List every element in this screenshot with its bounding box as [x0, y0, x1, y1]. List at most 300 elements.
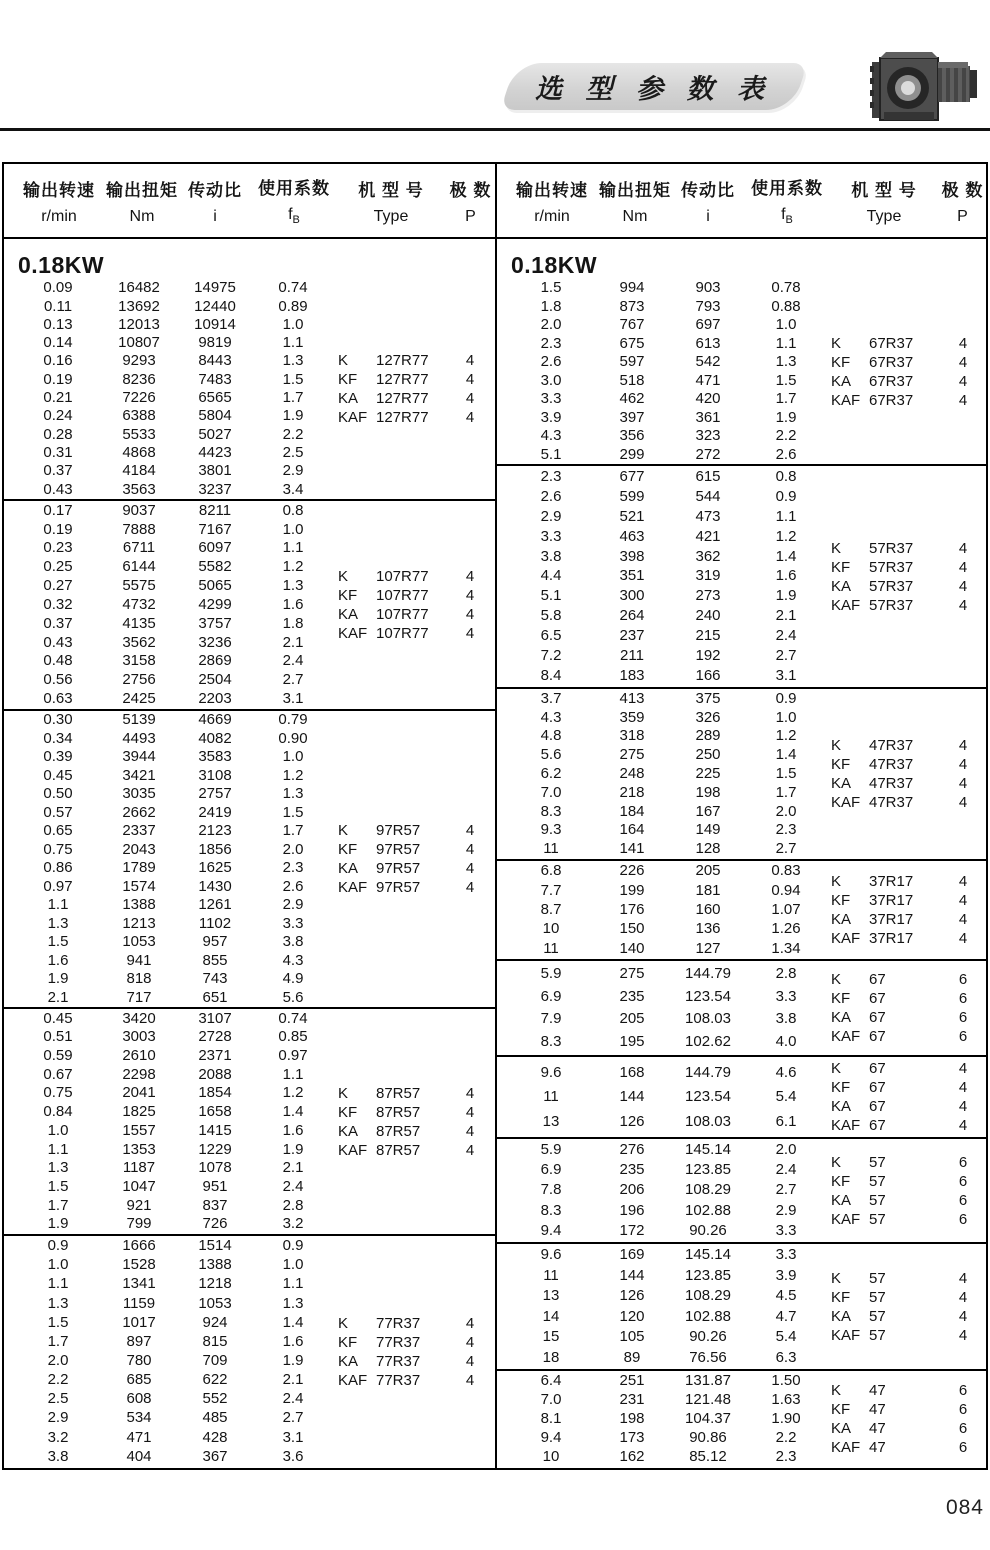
torque-cell: 2756: [122, 671, 156, 689]
poles-cell: 4: [958, 539, 968, 557]
type-prefix: K: [831, 1153, 842, 1171]
table-row: [497, 627, 986, 645]
type-row: [831, 989, 982, 1008]
type-row: [831, 1210, 982, 1229]
ratio-cell: 9819: [198, 334, 232, 352]
table-row: [497, 409, 986, 427]
service-factor-cell: 1.0: [282, 315, 304, 333]
type-prefix: KA: [831, 372, 852, 390]
torque-cell: 226: [619, 862, 645, 880]
type-prefix: KAF: [831, 794, 861, 811]
table-row: [4, 502, 495, 520]
service-factor-cell: 0.85: [278, 1028, 308, 1046]
table-row: [4, 785, 495, 803]
poles-cell: 4: [958, 558, 968, 576]
service-factor-cell: 1.0: [282, 748, 304, 766]
service-factor-cell: 3.1: [775, 666, 797, 684]
speed-cell: 3.0: [540, 371, 562, 389]
service-factor-cell: 2.2: [282, 425, 304, 443]
speed-cell: 10: [542, 1448, 560, 1465]
ratio-cell: 76.56: [689, 1348, 727, 1366]
ratio-cell: 102.88: [685, 1201, 731, 1219]
speed-cell: 0.84: [43, 1103, 73, 1121]
service-factor-cell: 0.94: [771, 881, 801, 899]
type-prefix: KA: [831, 775, 852, 792]
torque-cell: 4135: [122, 614, 156, 632]
type-prefix: KF: [338, 1333, 358, 1351]
service-factor-cell: 2.0: [775, 1141, 797, 1159]
speed-cell: 6.8: [540, 862, 562, 880]
ratio-cell: 421: [695, 527, 721, 545]
ratio-block: [497, 959, 986, 1055]
ratio-cell: 1658: [198, 1103, 232, 1121]
service-factor-cell: 1.7: [775, 783, 797, 801]
speed-cell: 0.16: [43, 352, 73, 370]
torque-cell: 4493: [122, 729, 156, 747]
service-factor-cell: 3.3: [775, 987, 797, 1005]
ratio-cell: 90.26: [689, 1221, 727, 1239]
type-prefix: KA: [338, 390, 359, 407]
torque-cell: 3563: [122, 480, 156, 498]
table-row: [4, 952, 495, 970]
type-model: 67: [869, 971, 886, 988]
service-factor-cell: 0.89: [278, 297, 308, 315]
ratio-block: [497, 859, 986, 959]
table-row: [4, 1047, 495, 1065]
ratio-cell: 709: [202, 1351, 228, 1369]
type-row: [831, 1419, 982, 1438]
type-model: 87R57: [376, 1141, 421, 1159]
torque-cell: 677: [619, 467, 645, 485]
service-factor-cell: 1.2: [775, 527, 797, 545]
ratio-cell: 793: [695, 297, 721, 315]
service-factor-cell: 0.74: [278, 1009, 308, 1027]
table-row: [497, 709, 986, 727]
torque-cell: 140: [619, 939, 645, 957]
type-model: 67R37: [869, 353, 914, 371]
speed-cell: 8.7: [540, 900, 562, 918]
poles-cell: 4: [958, 391, 968, 409]
service-factor-cell: 1.7: [282, 389, 304, 407]
speed-cell: 7.7: [540, 881, 562, 899]
torque-cell: 218: [619, 783, 645, 801]
speed-cell: 3.3: [540, 527, 562, 545]
service-factor-cell: 2.4: [282, 1177, 304, 1195]
torque-cell: 2043: [122, 840, 156, 858]
speed-cell: 0.32: [43, 595, 73, 613]
ratio-block: [4, 499, 495, 709]
torque-cell: 89: [623, 1348, 641, 1366]
service-factor-cell: 0.8: [282, 501, 304, 519]
type-prefix: KF: [338, 371, 358, 388]
service-factor-cell: 1.7: [282, 822, 304, 840]
col-poles: 极 数 P: [941, 180, 984, 225]
speed-cell: 0.34: [43, 729, 73, 747]
poles-cell: 4: [958, 596, 968, 614]
service-factor-cell: 4.0: [775, 1032, 797, 1050]
ratio-cell: 471: [695, 371, 721, 389]
ratio-cell: 123.85: [685, 1266, 731, 1284]
type-prefix: KA: [338, 860, 359, 877]
type-model: 127R77: [376, 390, 429, 407]
type-list: [831, 1059, 982, 1135]
type-model: 37R17: [869, 873, 914, 890]
torque-cell: 3003: [122, 1028, 156, 1046]
torque-cell: 1047: [122, 1177, 156, 1195]
service-factor-cell: 5.4: [775, 1088, 797, 1105]
torque-cell: 12013: [118, 315, 160, 333]
torque-cell: 105: [619, 1328, 645, 1346]
torque-cell: 897: [126, 1332, 152, 1350]
type-row: [338, 605, 491, 624]
type-model: 57: [869, 1153, 886, 1171]
title-banner: [500, 63, 807, 110]
speed-cell: 3.8: [540, 547, 562, 565]
speed-cell: 0.45: [43, 766, 73, 784]
ratio-cell: 924: [202, 1313, 228, 1331]
poles-cell: 4: [958, 1269, 968, 1287]
torque-cell: 7226: [122, 389, 156, 407]
service-factor-cell: 0.8: [775, 467, 797, 485]
torque-cell: 251: [619, 1372, 645, 1389]
type-prefix: KF: [338, 1103, 358, 1121]
speed-cell: 1.5: [47, 933, 69, 951]
service-factor-cell: 0.9: [775, 487, 797, 505]
ratio-cell: 3237: [198, 480, 232, 498]
ratio-cell: 3757: [198, 614, 232, 632]
speed-cell: 1.7: [47, 1332, 69, 1350]
table-row: [497, 488, 986, 506]
ratio-cell: 326: [695, 708, 721, 726]
speed-cell: 1.3: [47, 914, 69, 932]
service-factor-cell: 2.1: [282, 1159, 304, 1177]
speed-cell: 7.0: [540, 1391, 562, 1408]
ratio-cell: 473: [695, 507, 721, 525]
table-row: [4, 915, 495, 933]
speed-cell: 2.9: [47, 1409, 69, 1427]
torque-cell: 2298: [122, 1065, 156, 1083]
type-model: 97R57: [376, 879, 421, 896]
poles-cell: 4: [958, 775, 968, 792]
table-row: [4, 334, 495, 352]
torque-cell: 521: [619, 507, 645, 525]
type-row: [831, 539, 982, 558]
speed-cell: 2.2: [47, 1371, 69, 1389]
ratio-cell: 2123: [198, 822, 232, 840]
type-prefix: K: [338, 352, 349, 369]
speed-cell: 0.37: [43, 614, 73, 632]
speed-cell: 18: [542, 1348, 560, 1366]
service-factor-cell: 1.2: [775, 727, 797, 745]
torque-cell: 231: [619, 1391, 645, 1408]
speed-cell: 0.75: [43, 1084, 73, 1102]
table-row: [4, 970, 495, 988]
speed-cell: 1.7: [47, 1196, 69, 1214]
speed-cell: 9.3: [540, 821, 562, 839]
poles-cell: 4: [958, 1326, 968, 1344]
ratio-cell: 108.29: [685, 1181, 731, 1199]
poles-cell: 4: [465, 568, 475, 585]
type-list: [831, 1381, 982, 1457]
type-model: 107R77: [376, 625, 429, 642]
type-row: [831, 774, 982, 793]
ratio-cell: 289: [695, 727, 721, 745]
torque-cell: 3035: [122, 785, 156, 803]
table-row: [4, 481, 495, 499]
service-factor-cell: 1.1: [282, 539, 304, 557]
service-factor-cell: 2.7: [775, 647, 797, 665]
poles-cell: 6: [958, 1210, 968, 1228]
table-row: [497, 279, 986, 297]
service-factor-cell: 2.7: [282, 1409, 304, 1427]
ratio-cell: 3236: [198, 633, 232, 651]
table-row: [4, 1159, 495, 1177]
type-row: [831, 1059, 982, 1078]
type-row: [831, 755, 982, 774]
type-row: [338, 624, 491, 643]
type-list: [338, 1314, 491, 1390]
type-model: 47: [869, 1401, 886, 1418]
speed-cell: 1.5: [47, 1177, 69, 1195]
speed-cell: 0.23: [43, 539, 73, 557]
service-factor-cell: 1.4: [775, 547, 797, 565]
service-factor-cell: 3.3: [282, 914, 304, 932]
type-row: [338, 408, 491, 427]
ratio-cell: 375: [695, 689, 721, 707]
ratio-cell: 160: [695, 900, 721, 918]
speed-cell: 13: [542, 1112, 560, 1130]
speed-cell: 0.56: [43, 671, 73, 689]
speed-cell: 13: [542, 1287, 560, 1305]
torque-cell: 6388: [122, 407, 156, 425]
type-prefix: KAF: [338, 625, 368, 642]
torque-cell: 597: [619, 353, 645, 371]
type-model: 67: [869, 1028, 886, 1045]
table-row: [4, 1429, 495, 1447]
table-row: [4, 1215, 495, 1233]
poles-cell: 4: [465, 879, 475, 896]
ratio-cell: 5027: [198, 425, 232, 443]
type-model: 47R37: [869, 737, 914, 754]
speed-cell: 4.4: [540, 567, 562, 585]
table-row: [4, 989, 495, 1007]
speed-cell: 0.28: [43, 425, 73, 443]
torque-cell: 3421: [122, 766, 156, 784]
service-factor-cell: 3.3: [775, 1246, 797, 1264]
speed-cell: 2.1: [47, 988, 69, 1006]
torque-cell: 4184: [122, 462, 156, 480]
speed-cell: 8.3: [540, 1201, 562, 1219]
type-model: 97R57: [376, 822, 421, 839]
speed-cell: 2.0: [47, 1351, 69, 1369]
type-row: [831, 1326, 982, 1345]
torque-cell: 126: [619, 1287, 645, 1305]
torque-cell: 1353: [122, 1140, 156, 1158]
speed-cell: 0.57: [43, 803, 73, 821]
type-prefix: KF: [831, 990, 851, 1007]
power-section-label-right: 0.18KW: [511, 252, 598, 278]
speed-cell: 1.1: [47, 1140, 69, 1158]
service-factor-cell: 2.4: [282, 1390, 304, 1408]
torque-cell: 1789: [122, 859, 156, 877]
ratio-block: [497, 1055, 986, 1137]
service-factor-cell: 1.1: [282, 1275, 304, 1293]
speed-cell: 2.3: [540, 334, 562, 352]
service-factor-cell: 1.1: [282, 1065, 304, 1083]
ratio-block: [497, 464, 986, 687]
ratio-cell: 2088: [198, 1065, 232, 1083]
type-row: [831, 872, 982, 891]
ratio-cell: 85.12: [689, 1448, 727, 1465]
ratio-cell: 697: [695, 316, 721, 334]
type-row: [831, 1269, 982, 1288]
type-model: 67: [869, 1117, 886, 1134]
ratio-cell: 2419: [198, 803, 232, 821]
service-factor-cell: 2.6: [282, 877, 304, 895]
speed-cell: 9.6: [540, 1246, 562, 1264]
type-row: [831, 736, 982, 755]
table-row: [4, 462, 495, 480]
speed-cell: 1.0: [47, 1256, 69, 1274]
type-row: [338, 567, 491, 586]
service-factor-cell: 1.90: [771, 1410, 801, 1427]
table-row: [4, 896, 495, 914]
type-prefix: KAF: [338, 1371, 368, 1389]
col-service-factor: 使用系数 $f_B$: [751, 179, 823, 227]
type-list: [831, 970, 982, 1046]
torque-cell: 1341: [122, 1275, 156, 1293]
poles-cell: 4: [958, 873, 968, 890]
service-factor-cell: 1.4: [775, 746, 797, 764]
ratio-cell: 1856: [198, 840, 232, 858]
service-factor-cell: 3.8: [282, 933, 304, 951]
speed-cell: 0.19: [43, 370, 73, 388]
type-prefix: KF: [338, 587, 358, 604]
poles-cell: 4: [465, 409, 475, 426]
type-prefix: KAF: [831, 1210, 861, 1228]
ratio-cell: 123.54: [685, 1088, 731, 1105]
speed-cell: 1.9: [47, 1215, 69, 1233]
torque-cell: 717: [126, 988, 152, 1006]
poles-cell: 4: [465, 587, 475, 604]
table-row: [497, 647, 986, 665]
torque-cell: 2041: [122, 1084, 156, 1102]
torque-cell: 199: [619, 881, 645, 899]
table-row: [4, 711, 495, 729]
torque-cell: 799: [126, 1215, 152, 1233]
speed-cell: 2.6: [540, 353, 562, 371]
service-factor-cell: 2.9: [775, 1201, 797, 1219]
service-factor-cell: 2.0: [775, 802, 797, 820]
col-speed: 输出转速 r/min: [23, 180, 95, 225]
torque-cell: 518: [619, 371, 645, 389]
type-model: 97R57: [376, 841, 421, 858]
speed-cell: 7.0: [540, 783, 562, 801]
type-prefix: KA: [831, 577, 852, 595]
type-prefix: KF: [831, 1401, 851, 1418]
type-row: [338, 370, 491, 389]
type-model: 107R77: [376, 587, 429, 604]
poles-cell: 4: [465, 822, 475, 839]
poles-cell: 6: [958, 1382, 968, 1399]
torque-cell: 248: [619, 764, 645, 782]
type-model: 127R77: [376, 409, 429, 426]
ratio-cell: 726: [202, 1215, 228, 1233]
service-factor-cell: 1.4: [282, 1103, 304, 1121]
ratio-cell: 651: [202, 988, 228, 1006]
type-row: [831, 910, 982, 929]
torque-cell: 4732: [122, 595, 156, 613]
torque-cell: 413: [619, 689, 645, 707]
type-row: [831, 1078, 982, 1097]
service-factor-cell: 1.9: [282, 1140, 304, 1158]
column-headers-left: [4, 164, 495, 239]
ratio-cell: 136: [695, 920, 721, 938]
poles-cell: 4: [465, 390, 475, 407]
service-factor-cell: 1.1: [775, 334, 797, 352]
page-number: 084: [945, 1496, 984, 1519]
type-row: [338, 586, 491, 605]
type-prefix: KA: [338, 1352, 359, 1370]
torque-cell: 1825: [122, 1103, 156, 1121]
ratio-cell: 1430: [198, 877, 232, 895]
ratio-block: [497, 1137, 986, 1242]
poles-cell: 6: [958, 1028, 968, 1045]
speed-cell: 1.9: [47, 970, 69, 988]
ratio-cell: 205: [695, 862, 721, 880]
speed-cell: 3.3: [540, 390, 562, 408]
ratio-cell: 957: [202, 933, 228, 951]
type-model: 67: [869, 990, 886, 1007]
type-model: 77R37: [376, 1371, 421, 1389]
speed-cell: 0.19: [43, 520, 73, 538]
service-factor-cell: 1.2: [282, 558, 304, 576]
speed-cell: 7.9: [540, 1010, 562, 1028]
service-factor-cell: 2.7: [775, 1181, 797, 1199]
poles-cell: 4: [465, 606, 475, 623]
type-prefix: K: [831, 1382, 842, 1399]
ratio-cell: 2757: [198, 785, 232, 803]
ratio-cell: 149: [695, 821, 721, 839]
table-row: [4, 1448, 495, 1466]
ratio-cell: 1415: [198, 1121, 232, 1139]
service-factor-cell: 1.5: [282, 370, 304, 388]
poles-cell: 4: [958, 911, 968, 928]
type-model: 67: [869, 1098, 886, 1115]
service-factor-cell: 3.8: [775, 1010, 797, 1028]
ratio-cell: 250: [695, 746, 721, 764]
speed-cell: 8.1: [540, 1410, 562, 1427]
torque-cell: 1388: [122, 896, 156, 914]
ratio-cell: 1053: [198, 1294, 232, 1312]
speed-cell: 1.3: [47, 1294, 69, 1312]
torque-cell: 275: [619, 965, 645, 983]
speed-cell: 6.9: [540, 987, 562, 1005]
torque-cell: 9293: [122, 352, 156, 370]
torque-cell: 5575: [122, 577, 156, 595]
service-factor-cell: 2.9: [282, 462, 304, 480]
speed-cell: 0.27: [43, 577, 73, 595]
torque-cell: 534: [126, 1409, 152, 1427]
torque-cell: 2610: [122, 1047, 156, 1065]
speed-cell: 1.1: [47, 1275, 69, 1293]
service-factor-cell: 0.79: [278, 711, 308, 729]
table-row: [4, 933, 495, 951]
service-factor-cell: 1.3: [282, 1294, 304, 1312]
torque-cell: 463: [619, 527, 645, 545]
ratio-cell: 428: [202, 1428, 228, 1446]
service-factor-cell: 2.8: [282, 1196, 304, 1214]
